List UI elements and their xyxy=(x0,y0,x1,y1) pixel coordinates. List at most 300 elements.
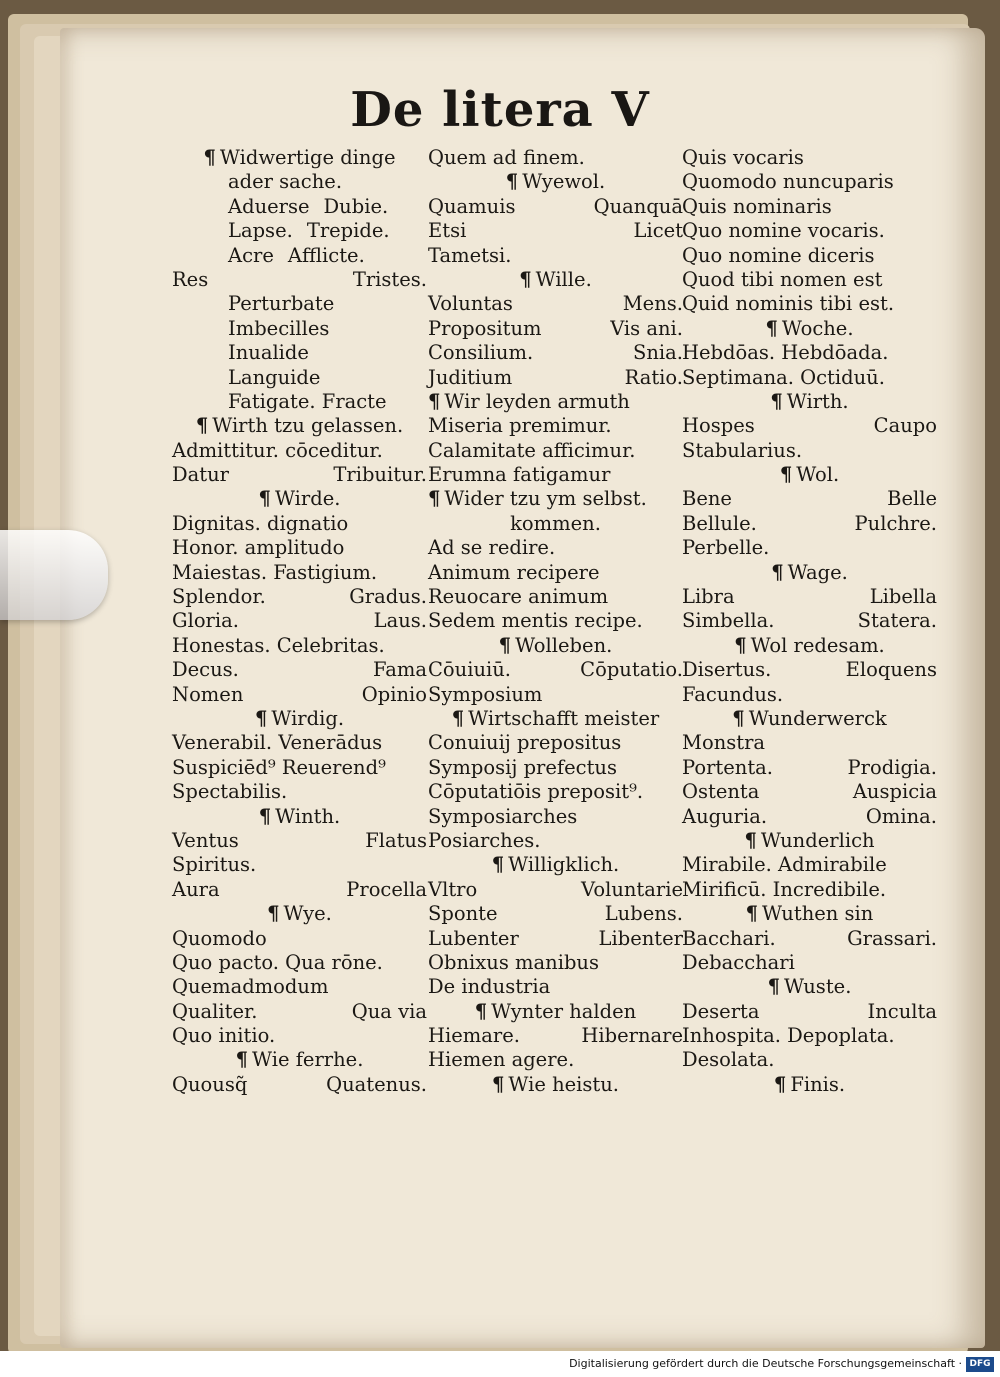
entry-word: Suspiciēd⁹ Reuerend⁹ xyxy=(172,755,386,779)
entry-heading xyxy=(172,487,427,511)
entry-line xyxy=(172,951,427,975)
entry-word: Cōputatiōis preposit⁹. xyxy=(428,780,644,804)
entry-word: Quomodo xyxy=(172,926,267,950)
entry-word: Fama xyxy=(373,658,427,682)
entry-word: Auguria. xyxy=(682,804,768,828)
entry-word: Widwertige dinge xyxy=(219,146,396,169)
entry-line xyxy=(172,1024,427,1048)
pilcrow-mark: ¶ xyxy=(505,170,519,194)
entry-word: Mens. xyxy=(622,292,683,316)
entry-word: Gradus. xyxy=(349,585,427,609)
entry-line xyxy=(428,317,683,341)
entry-word: Lapse. xyxy=(228,219,293,243)
entry-word: Animum recipere xyxy=(428,560,600,584)
entry-line xyxy=(428,731,683,755)
entry-line xyxy=(428,390,683,414)
entry-word: Opinio xyxy=(361,682,427,706)
entry-word: Etsi xyxy=(428,219,467,243)
entry-word: Quo nomine diceris xyxy=(682,243,875,267)
entry-word: Prodigia. xyxy=(847,755,937,779)
entry-word: Deserta xyxy=(682,999,760,1023)
entry-word: Willigklich. xyxy=(508,853,620,877)
entry-line xyxy=(682,780,937,804)
entry-word: Licet xyxy=(633,219,683,243)
entry-word: Cōuiuiū. xyxy=(428,658,512,682)
entry-word: Quo pacto. Qua rōne. xyxy=(172,950,383,974)
entry-word: Decus. xyxy=(172,658,239,682)
pilcrow-mark: ¶ xyxy=(773,1072,787,1096)
page-title: De litera V xyxy=(350,82,650,138)
entry-line xyxy=(428,1048,683,1072)
entry-word: Trepide. xyxy=(306,219,390,243)
entry-word: Aduerse xyxy=(228,194,310,218)
entry-word: Voluntas xyxy=(428,292,513,316)
entry-word: Lubens. xyxy=(604,902,683,926)
entry-word: Wye. xyxy=(283,902,332,926)
pilcrow-mark: ¶ xyxy=(195,414,209,438)
entry-line xyxy=(682,512,937,536)
entry-word: Qua via xyxy=(351,999,427,1023)
entry-line xyxy=(428,244,683,268)
pilcrow-mark: ¶ xyxy=(779,463,793,487)
entry-line xyxy=(428,366,683,390)
pilcrow-mark: ¶ xyxy=(267,902,280,926)
entry-line xyxy=(428,878,683,902)
entry-heading xyxy=(682,634,937,658)
entry-line xyxy=(172,268,427,292)
entry-word: Wol. xyxy=(796,463,840,487)
entry-word: Quo nomine vocaris. xyxy=(682,219,885,243)
column-1 xyxy=(172,146,427,1097)
entry-word: Reuocare animum xyxy=(428,585,609,609)
entry-heading xyxy=(682,463,937,487)
entry-word: Quanquā xyxy=(593,194,683,218)
entry-word: Qualiter. xyxy=(172,999,258,1023)
entry-line xyxy=(428,658,683,682)
entry-word: De industria xyxy=(428,975,551,999)
entry-word: Wyewol. xyxy=(522,170,606,194)
entry-word: Desolata. xyxy=(682,1048,775,1072)
entry-word: Debacchari xyxy=(682,950,795,974)
entry-word: Wille. xyxy=(535,267,592,291)
entry-line xyxy=(172,878,427,902)
entry-word: Cōputatio. xyxy=(580,658,683,682)
entry-word: Septimana. Octiduū. xyxy=(682,365,885,389)
entry-heading xyxy=(428,853,683,877)
entry-word: Procella xyxy=(346,877,427,901)
entry-line xyxy=(172,195,427,219)
pilcrow-mark: ¶ xyxy=(254,706,268,730)
entry-word: Quem ad finem. xyxy=(428,146,585,169)
entry-word: Ventus xyxy=(172,828,239,852)
entry-line xyxy=(172,170,427,194)
entry-word: Stabularius. xyxy=(682,438,803,462)
entry-word: Wie heistu. xyxy=(508,1072,620,1096)
entry-line xyxy=(682,219,937,243)
entry-line xyxy=(682,341,937,365)
entry-line xyxy=(428,805,683,829)
entry-line xyxy=(682,268,937,292)
entry-heading xyxy=(172,707,427,731)
pilcrow-mark: ¶ xyxy=(428,389,441,413)
entry-word: Datur xyxy=(172,463,229,487)
entry-line xyxy=(428,683,683,707)
entry-line xyxy=(428,219,683,243)
entry-line xyxy=(682,658,937,682)
entry-line xyxy=(682,585,937,609)
entry-word: Symposiarches xyxy=(428,804,578,828)
pilcrow-mark: ¶ xyxy=(258,487,271,511)
entry-word: Res xyxy=(172,267,209,291)
entry-word: Eloquens xyxy=(845,658,937,682)
entry-word: Languide xyxy=(228,365,321,389)
entry-line xyxy=(682,146,937,170)
entry-word: Quis nominaris xyxy=(682,194,832,218)
pilcrow-mark: ¶ xyxy=(765,316,778,340)
pilcrow-mark: ¶ xyxy=(498,633,512,657)
entry-line xyxy=(172,561,427,585)
entry-line xyxy=(682,536,937,560)
entry-word: Mirificū. Incredibile. xyxy=(682,877,887,901)
entry-line xyxy=(172,780,427,804)
entry-line xyxy=(172,658,427,682)
entry-word: Pulchre. xyxy=(854,511,937,535)
entry-heading xyxy=(172,414,427,438)
entry-word: Woche. xyxy=(781,316,854,340)
entry-line xyxy=(682,731,937,755)
pilcrow-mark: ¶ xyxy=(770,389,783,413)
entry-line xyxy=(172,439,427,463)
entry-line xyxy=(682,170,937,194)
entry-word: Statera. xyxy=(857,609,937,633)
pilcrow-mark: ¶ xyxy=(734,633,747,657)
entry-word: Wynter halden xyxy=(491,999,637,1023)
entry-word: Mirabile. Admirabile xyxy=(682,853,887,877)
entry-word: Perbelle. xyxy=(682,536,770,560)
entry-word: Voluntarie xyxy=(581,877,683,901)
entry-heading xyxy=(682,707,937,731)
book-clip xyxy=(0,530,108,620)
entry-word: Tribuitur. xyxy=(333,463,427,487)
entry-word: Hiemen agere. xyxy=(428,1048,575,1072)
entry-line xyxy=(682,1024,937,1048)
entry-word: Hiemare. xyxy=(428,1024,520,1048)
entry-line xyxy=(172,609,427,633)
entry-word: Wolleben. xyxy=(515,633,613,657)
entry-heading xyxy=(682,829,937,853)
entry-heading xyxy=(172,805,427,829)
entry-heading xyxy=(172,1048,427,1072)
pilcrow-mark: ¶ xyxy=(428,487,441,511)
column-3 xyxy=(682,146,937,1097)
entry-line xyxy=(428,146,683,170)
entry-heading xyxy=(682,390,937,414)
entry-word: Hibernare xyxy=(581,1024,683,1048)
pilcrow-mark: ¶ xyxy=(745,902,759,926)
entry-word: Monstra xyxy=(682,731,766,755)
pilcrow-mark: ¶ xyxy=(474,999,488,1023)
entry-line xyxy=(172,853,427,877)
entry-word: Obnixus manibus xyxy=(428,950,599,974)
entry-line xyxy=(428,195,683,219)
entry-line xyxy=(682,951,937,975)
entry-word: Disertus. xyxy=(682,658,772,682)
entry-word: Miseria premimur. xyxy=(428,414,612,438)
entry-word: Vltro xyxy=(428,877,478,901)
entry-line xyxy=(682,244,937,268)
footer-credit: Digitalisierung gefördert durch die Deutsche Forschungsgemeinschaft · xyxy=(0,1351,1000,1377)
pilcrow-mark: ¶ xyxy=(519,267,532,291)
entry-line xyxy=(428,585,683,609)
entry-word: Ostenta xyxy=(682,780,760,804)
entry-word: Wirth tzu gelassen. xyxy=(212,414,404,438)
entry-line xyxy=(172,292,427,316)
entry-word: Spectabilis. xyxy=(172,780,288,804)
entry-word: Quousq̃ xyxy=(172,1072,248,1096)
entry-line xyxy=(428,463,683,487)
entry-line xyxy=(428,609,683,633)
entry-word: Facundus. xyxy=(682,682,784,706)
entry-word: Lubenter xyxy=(428,926,519,950)
entry-word: Bene xyxy=(682,487,732,511)
entry-word: Symposij prefectus xyxy=(428,755,618,779)
entry-word: Honor. amplitudo xyxy=(172,536,345,560)
entry-line xyxy=(428,1024,683,1048)
entry-word: Quemadmodum xyxy=(172,975,329,999)
entry-word: Wirth. xyxy=(786,389,849,413)
entry-word: Spiritus. xyxy=(172,853,257,877)
entry-word: kommen. xyxy=(510,511,601,535)
entry-line xyxy=(682,195,937,219)
entry-line xyxy=(172,829,427,853)
entry-line xyxy=(682,853,937,877)
entry-line xyxy=(682,927,937,951)
entry-line xyxy=(172,975,427,999)
entry-heading xyxy=(428,634,683,658)
entry-word: Winth. xyxy=(275,804,341,828)
entry-line xyxy=(682,1000,937,1024)
entry-heading xyxy=(428,1000,683,1024)
entry-line xyxy=(172,219,427,243)
entry-line xyxy=(172,1073,427,1097)
entry-line xyxy=(172,463,427,487)
entry-line xyxy=(172,683,427,707)
entry-word: Ad se redire. xyxy=(428,536,556,560)
entry-word: Venerabil. Venerādus xyxy=(172,731,383,755)
entry-word: Ratio. xyxy=(624,365,683,389)
entry-heading xyxy=(172,146,427,170)
entry-line xyxy=(172,366,427,390)
entry-line xyxy=(172,731,427,755)
entry-word: Quamuis xyxy=(428,194,516,218)
entry-word: Admittitur. cōceditur. xyxy=(172,438,383,462)
pilcrow-mark: ¶ xyxy=(771,560,784,584)
pilcrow-mark: ¶ xyxy=(491,1072,505,1096)
entry-word: Wage. xyxy=(787,560,848,584)
entry-line xyxy=(172,390,427,414)
entry-word: Wunderwerck xyxy=(748,706,887,730)
entry-word: Afflicte. xyxy=(287,243,365,267)
entry-word: Vis ani. xyxy=(610,316,683,340)
entry-line xyxy=(428,951,683,975)
entry-line xyxy=(428,292,683,316)
entry-heading xyxy=(682,561,937,585)
entry-word: Wir leyden armuth xyxy=(444,389,630,413)
entry-word: Inculta xyxy=(867,999,937,1023)
entry-word: Tristes. xyxy=(352,267,427,291)
entry-word: Propositum xyxy=(428,316,542,340)
entry-word: Simbella. xyxy=(682,609,775,633)
entry-line xyxy=(172,244,427,268)
entry-word: Wie ferrhe. xyxy=(252,1048,364,1072)
entry-line xyxy=(172,536,427,560)
entry-word: Wuste. xyxy=(784,975,852,999)
entry-word: Juditium xyxy=(428,365,513,389)
entry-word: Wirde. xyxy=(274,487,341,511)
pilcrow-mark: ¶ xyxy=(491,853,505,877)
entry-line xyxy=(172,341,427,365)
entry-heading xyxy=(428,707,683,731)
entry-line xyxy=(428,487,683,511)
entry-word: Libra xyxy=(682,585,735,609)
entry-line xyxy=(682,878,937,902)
entry-heading xyxy=(682,317,937,341)
entry-word: Wirdig. xyxy=(271,706,345,730)
entry-word: Caupo xyxy=(873,414,937,438)
pilcrow-mark: ¶ xyxy=(258,804,272,828)
entry-line xyxy=(428,975,683,999)
entry-word: Wider tzu ym selbst. xyxy=(444,487,647,511)
entry-line xyxy=(172,756,427,780)
entry-word: Omina. xyxy=(865,804,937,828)
entry-word: Quid nominis tibi est. xyxy=(682,292,895,316)
entry-word: Sponte xyxy=(428,902,498,926)
entry-line xyxy=(172,585,427,609)
entry-word: Quis vocaris xyxy=(682,146,804,169)
entry-line xyxy=(428,829,683,853)
entry-heading xyxy=(682,902,937,926)
entry-word: Dignitas. dignatio xyxy=(172,511,349,535)
entry-word: Dubie. xyxy=(323,194,389,218)
entry-heading xyxy=(682,1073,937,1097)
pilcrow-mark: ¶ xyxy=(732,706,745,730)
entry-word: Libella xyxy=(869,585,937,609)
entry-line xyxy=(682,805,937,829)
entry-word: Fatigate. Fracte xyxy=(228,389,387,413)
entry-word: Posiarches. xyxy=(428,828,541,852)
entry-line xyxy=(428,414,683,438)
entry-line xyxy=(682,414,937,438)
entry-word: Auspicia xyxy=(852,780,937,804)
entry-heading xyxy=(428,512,683,536)
entry-word: Nomen xyxy=(172,682,244,706)
entry-word: Inualide xyxy=(228,341,309,365)
entry-line xyxy=(172,512,427,536)
entry-word: Sedem mentis recipe. xyxy=(428,609,643,633)
pilcrow-mark: ¶ xyxy=(767,975,780,999)
entry-word: Quatenus. xyxy=(326,1072,427,1096)
entry-word: Wunderlich xyxy=(760,828,875,852)
entry-line xyxy=(172,1000,427,1024)
entry-word: Wol redesam. xyxy=(750,633,885,657)
entry-word: Imbecilles xyxy=(228,316,330,340)
entry-word: Wuthen sin xyxy=(762,902,874,926)
entry-word: Belle xyxy=(887,487,937,511)
pilcrow-mark: ¶ xyxy=(744,828,757,852)
entry-word: Quomodo nuncuparis xyxy=(682,170,894,194)
entry-word: Acre xyxy=(228,243,274,267)
entry-word: Bellule. xyxy=(682,511,757,535)
entry-heading xyxy=(682,975,937,999)
entry-heading xyxy=(428,268,683,292)
entry-word: Wirtschafft meister xyxy=(468,706,660,730)
entry-line xyxy=(682,487,937,511)
entry-line xyxy=(428,439,683,463)
entry-word: Inhospita. Depoplata. xyxy=(682,1024,895,1048)
entry-line xyxy=(428,927,683,951)
entry-word: Maiestas. Fastigium. xyxy=(172,560,378,584)
pilcrow-mark: ¶ xyxy=(451,706,465,730)
entry-word: Portenta. xyxy=(682,755,773,779)
entry-word: Gloria. xyxy=(172,609,239,633)
entry-word: Conuiuij prepositus xyxy=(428,731,622,755)
entry-word: Consilium. xyxy=(428,341,534,365)
entry-word: Libenter xyxy=(598,926,683,950)
entry-word: Calamitate afficimur. xyxy=(428,438,636,462)
entry-line xyxy=(682,609,937,633)
entry-line xyxy=(682,756,937,780)
entry-line xyxy=(172,927,427,951)
entry-heading xyxy=(172,902,427,926)
entry-word: Flatus xyxy=(365,828,427,852)
entry-word: Bacchari. xyxy=(682,926,776,950)
entry-word: Laus. xyxy=(373,609,427,633)
entry-line xyxy=(428,902,683,926)
entry-line xyxy=(428,561,683,585)
entry-heading xyxy=(428,170,683,194)
entry-line xyxy=(428,780,683,804)
entry-line xyxy=(428,341,683,365)
entry-word: Tametsi. xyxy=(428,243,512,267)
entry-line xyxy=(682,1048,937,1072)
entry-line xyxy=(172,317,427,341)
entry-word: Quod tibi nomen est xyxy=(682,267,883,291)
entry-line xyxy=(682,439,937,463)
entry-word: Snia. xyxy=(633,341,683,365)
entry-word: Honestas. Celebritas. xyxy=(172,633,385,657)
entry-word: Splendor. xyxy=(172,585,266,609)
entry-line xyxy=(682,292,937,316)
entry-line xyxy=(428,756,683,780)
entry-word: Grassari. xyxy=(847,926,937,950)
entry-word: Symposium xyxy=(428,682,543,706)
column-2 xyxy=(428,146,683,1097)
entry-word: Hebdōas. Hebdōada. xyxy=(682,341,889,365)
entry-word: Quo initio. xyxy=(172,1024,276,1048)
entry-line xyxy=(682,683,937,707)
entry-word: Erumna fatigamur xyxy=(428,463,611,487)
entry-word: Aura xyxy=(172,877,220,901)
pilcrow-mark: ¶ xyxy=(203,146,216,169)
entry-word: Perturbate xyxy=(228,292,335,316)
pilcrow-mark: ¶ xyxy=(235,1048,249,1072)
entry-line xyxy=(682,366,937,390)
entry-word: Hospes xyxy=(682,414,755,438)
entry-heading xyxy=(428,1073,683,1097)
dfg-logo: DFG xyxy=(966,1357,994,1372)
entry-line xyxy=(428,536,683,560)
entry-word: ader sache. xyxy=(228,170,343,194)
